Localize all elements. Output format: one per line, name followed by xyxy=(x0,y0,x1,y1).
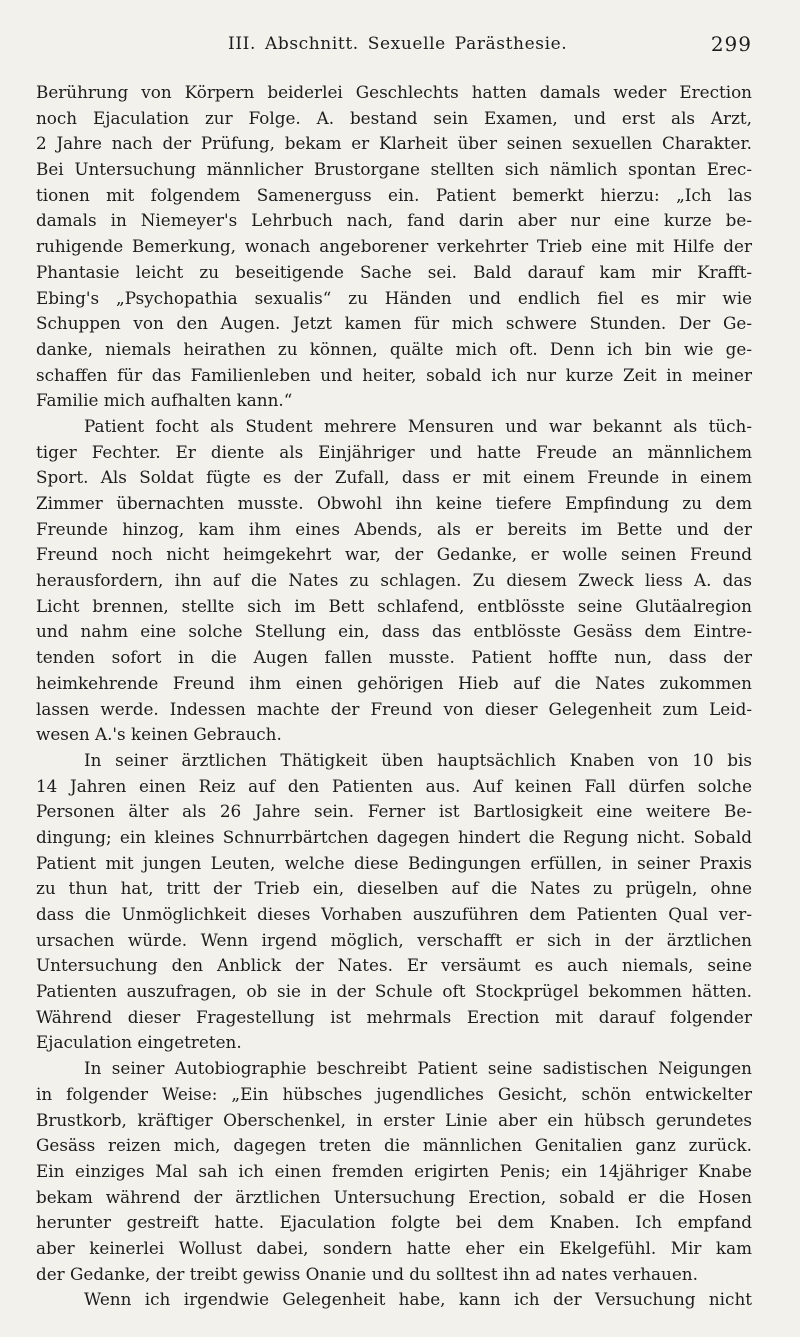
text-line: zu thun hat, tritt der Trieb ein, dieselben auf die Nates zu prügeln, ohne xyxy=(36,878,752,899)
text-line: Patient focht als Student mehrere Mensuren und war bekannt als tüch- xyxy=(84,415,752,436)
text-line: Patient mit jungen Leuten, welche diese Bedingungen erfüllen, in seiner Praxis xyxy=(36,852,752,873)
text-line: ruhigende Bemerkung, wonach angeborener verkehrter Trieb eine mit Hilfe der xyxy=(36,236,752,257)
text-line: danke, niemals heirathen zu können, quälte mich oft. Denn ich bin wie ge- xyxy=(36,338,752,359)
text-line: dingung; ein kleines Schnurrbärtchen dagegen hindert die Regung nicht. Sobald xyxy=(36,826,752,847)
text-line: Freunde hinzog, kam ihm eines Abends, als er bereits im Bette und der xyxy=(36,518,752,539)
text-line: schaffen für das Familienleben und heiter, sobald ich nur kurze Zeit in meiner xyxy=(36,364,752,385)
text-line: Patienten auszufragen, ob sie in der Schule oft Stockprügel bekommen hätten. xyxy=(36,981,752,1002)
text-line: Licht brennen, stellte sich im Bett schlafend, entblösste seine Glutäalregion xyxy=(36,595,752,616)
text-line: In seiner ärztlichen Thätigkeit üben hauptsächlich Knaben von 10 bis xyxy=(84,749,752,770)
text-line: Berührung von Körpern beiderlei Geschlechts hatten damals weder Erection xyxy=(36,82,752,102)
text-line: Schuppen von den Augen. Jetzt kamen für mich schwere Stunden. Der Ge- xyxy=(36,313,752,334)
paragraph xyxy=(36,1056,752,1287)
text-line: damals in Niemeyer's Lehrbuch nach, fand darin aber nur eine kurze be- xyxy=(36,210,752,231)
text-line: tionen mit folgendem Samenerguss ein. Patient bemerkt hierzu: „Ich las xyxy=(36,184,752,205)
running-title: III. Abschnitt. Sexuelle Parästhesie. xyxy=(228,34,568,54)
text-line: ursachen würde. Wenn irgend möglich, verschafft er sich in der ärztlichen xyxy=(36,929,752,950)
text-line: Untersuchung den Anblick der Nates. Er versäumt es auch niemals, seine xyxy=(36,955,752,976)
text-line: und nahm eine solche Stellung ein, dass das entblösste Gesäss dem Eintre- xyxy=(36,621,752,642)
paragraph xyxy=(36,748,752,1056)
body-text xyxy=(36,80,752,1313)
text-line: Familie mich aufhalten kann.“ xyxy=(36,390,293,411)
text-line: herunter gestreift hatte. Ejaculation folgte bei dem Knaben. Ich empfand xyxy=(36,1212,752,1233)
paragraph xyxy=(36,80,752,414)
text-line: heimkehrende Freund ihm einen gehörigen Hieb auf die Nates zukommen xyxy=(36,672,752,693)
paragraph xyxy=(36,1287,752,1313)
text-line: Ebing's „Psychopathia sexualis“ zu Händen und endlich fiel es mir wie xyxy=(36,287,752,308)
text-line: 2 Jahre nach der Prüfung, bekam er Klarheit über seinen sexuellen Charakter. xyxy=(36,133,752,154)
text-line: der Gedanke, der treibt gewiss Onanie und du solltest ihn ad nates verhauen. xyxy=(36,1263,698,1284)
text-line: Personen älter als 26 Jahre sein. Ferner ist Bartlosigkeit eine weitere Be- xyxy=(36,801,752,822)
text-line: Freund noch nicht heimgekehrt war, der Gedanke, er wolle seinen Freund xyxy=(36,544,752,565)
text-line: in folgender Weise: „Ein hübsches jugendliches Gesicht, schön entwickelter xyxy=(36,1083,752,1104)
text-line: herausfordern, ihn auf die Nates zu schlagen. Zu diesem Zweck liess A. das xyxy=(36,570,752,591)
page-header xyxy=(36,28,752,68)
text-line: lassen werde. Indessen machte der Freund von dieser Gelegenheit zum Leid- xyxy=(36,698,752,719)
text-line: noch Ejaculation zur Folge. A. bestand sein Examen, und erst als Arzt, xyxy=(36,107,752,128)
text-line: aber keinerlei Wollust dabei, sondern hatte eher ein Ekelgefühl. Mir kam xyxy=(36,1237,752,1258)
text-line: Gesäss reizen mich, dagegen treten die männlichen Genitalien ganz zurück. xyxy=(36,1135,752,1156)
paragraph xyxy=(36,414,752,748)
text-line: Wenn ich irgendwie Gelegenheit habe, kann ich der Versuchung nicht xyxy=(84,1289,752,1310)
page-number: 299 xyxy=(710,32,752,56)
text-line: Ein einziges Mal sah ich einen fremden erigirten Penis; ein 14jähriger Knabe xyxy=(36,1160,752,1181)
text-line: Bei Untersuchung männlicher Brustorgane stellten sich nämlich spontan Erec- xyxy=(36,159,752,180)
text-line: Zimmer übernachten musste. Obwohl ihn keine tiefere Empfindung zu dem xyxy=(36,493,752,513)
text-line: Phantasie leicht zu beseitigende Sache sei. Bald darauf kam mir Krafft- xyxy=(36,261,752,282)
text-line: tiger Fechter. Er diente als Einjähriger und hatte Freude an männlichem xyxy=(36,441,752,462)
text-line: Ejaculation eingetreten. xyxy=(36,1032,242,1053)
text-line: 14 Jahren einen Reiz auf den Patienten aus. Auf keinen Fall dürfen solche xyxy=(36,775,752,796)
text-line: tenden sofort in die Augen fallen musste. Patient hoffte nun, dass der xyxy=(36,647,752,668)
text-line: bekam während der ärztlichen Untersuchung Erection, sobald er die Hosen xyxy=(36,1186,752,1207)
text-line: Sport. Als Soldat fügte es der Zufall, dass er mit einem Freunde in einem xyxy=(36,467,752,488)
text-line: Brustkorb, kräftiger Oberschenkel, in erster Linie aber ein hübsch gerundetes xyxy=(36,1109,752,1130)
text-line: In seiner Autobiographie beschreibt Patient seine sadistischen Neigungen xyxy=(84,1058,752,1079)
text-line: Während dieser Fragestellung ist mehrmals Erection mit darauf folgender xyxy=(36,1006,752,1027)
text-line: dass die Unmöglichkeit dieses Vorhaben auszuführen dem Patienten Qual ver- xyxy=(36,904,752,924)
text-line: wesen A.'s keinen Gebrauch. xyxy=(36,724,282,745)
